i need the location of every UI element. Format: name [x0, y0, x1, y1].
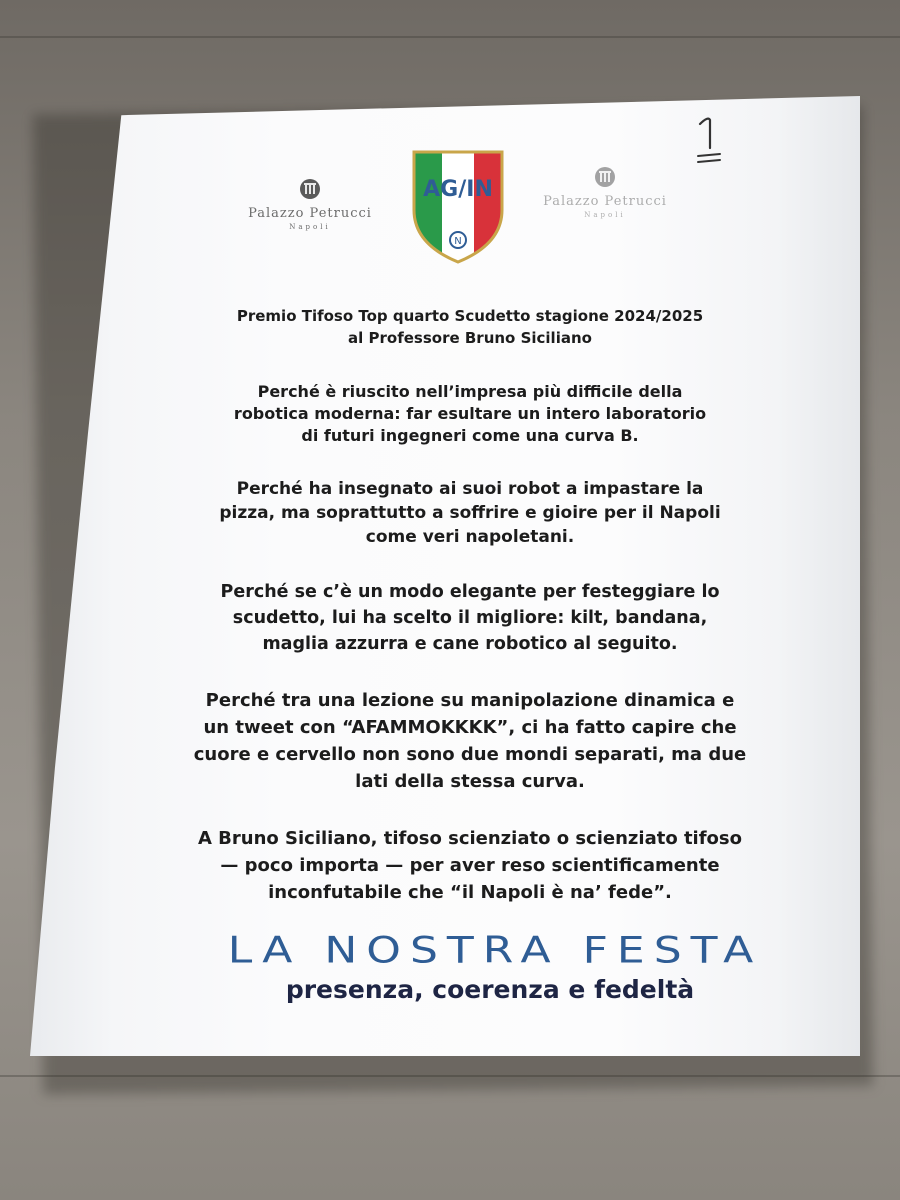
paragraph-4 [150, 687, 790, 795]
paragraph-line: lati della stessa curva. [355, 771, 585, 792]
paragraph-line: cuore e cervello non sono due mondi separati, ma due [193, 744, 747, 765]
palazzo-emblem-icon [594, 166, 616, 188]
award-text [150, 305, 790, 936]
wall-seam-top [0, 36, 900, 38]
svg-text:N: N [454, 236, 462, 247]
logo-row [0, 148, 900, 278]
footer-subtitle: presenza, coerenza e fedeltà [285, 975, 695, 1004]
award-title [150, 305, 790, 349]
title-line: al Professore Bruno Siciliano [348, 329, 592, 347]
paragraph-1 [150, 381, 790, 447]
paragraph-line: Perché se c’è un modo elegante per festeggiare lo [220, 582, 720, 602]
paragraph-line: come veri napoletani. [365, 527, 575, 547]
badge-text: AG/IN [423, 177, 493, 202]
venue-city-right: Napoli [584, 211, 626, 219]
paragraph-line: maglia azzurra e cane robotico al seguito. [262, 634, 678, 654]
palazzo-petrucci-logo-right [525, 166, 685, 219]
agin-shield-badge [410, 148, 506, 266]
paragraph-5 [150, 825, 790, 906]
title-line: Premio Tifoso Top quarto Scudetto stagione 2024/2025 [236, 307, 704, 325]
paragraph-line: robotica moderna: far esultare un intero laboratorio [233, 404, 707, 423]
paragraph-line: di futuri ingegneri come una curva B. [301, 426, 639, 445]
venue-name-left: Palazzo Petrucci [248, 206, 372, 221]
venue-name-right: Palazzo Petrucci [543, 194, 667, 209]
palazzo-emblem-icon [299, 178, 321, 200]
handwritten-mark [690, 112, 730, 172]
venue-city-left: Napoli [289, 223, 331, 231]
paragraph-line: scudetto, lui ha scelto il migliore: kilt, bandana, [232, 608, 708, 628]
paragraph-line: inconfutabile che “il Napoli è na’ fede”. [268, 882, 672, 903]
paragraph-line: Perché è riuscito nell’impresa più difficile della [257, 382, 683, 401]
palazzo-petrucci-logo-left [230, 178, 390, 231]
paragraph-line: pizza, ma soprattutto a soffrire e gioire per il Napoli [219, 503, 721, 523]
paragraph-line: — poco importa — per aver reso scientificamente [220, 855, 720, 876]
paragraph-line: Perché ha insegnato ai suoi robot a impastare la [236, 479, 704, 499]
paragraph-line: un tweet con “AFAMMOKKKK”, ci ha fatto capire che [203, 717, 737, 738]
paragraph-2 [150, 477, 790, 549]
paragraph-line: Perché tra una lezione su manipolazione dinamica e [205, 690, 735, 711]
paragraph-line: A Bruno Siciliano, tifoso scienziato o scienziato tifoso [197, 828, 743, 849]
paragraph-3 [150, 579, 790, 657]
footer-title: LA NOSTRA FESTA [227, 929, 763, 972]
